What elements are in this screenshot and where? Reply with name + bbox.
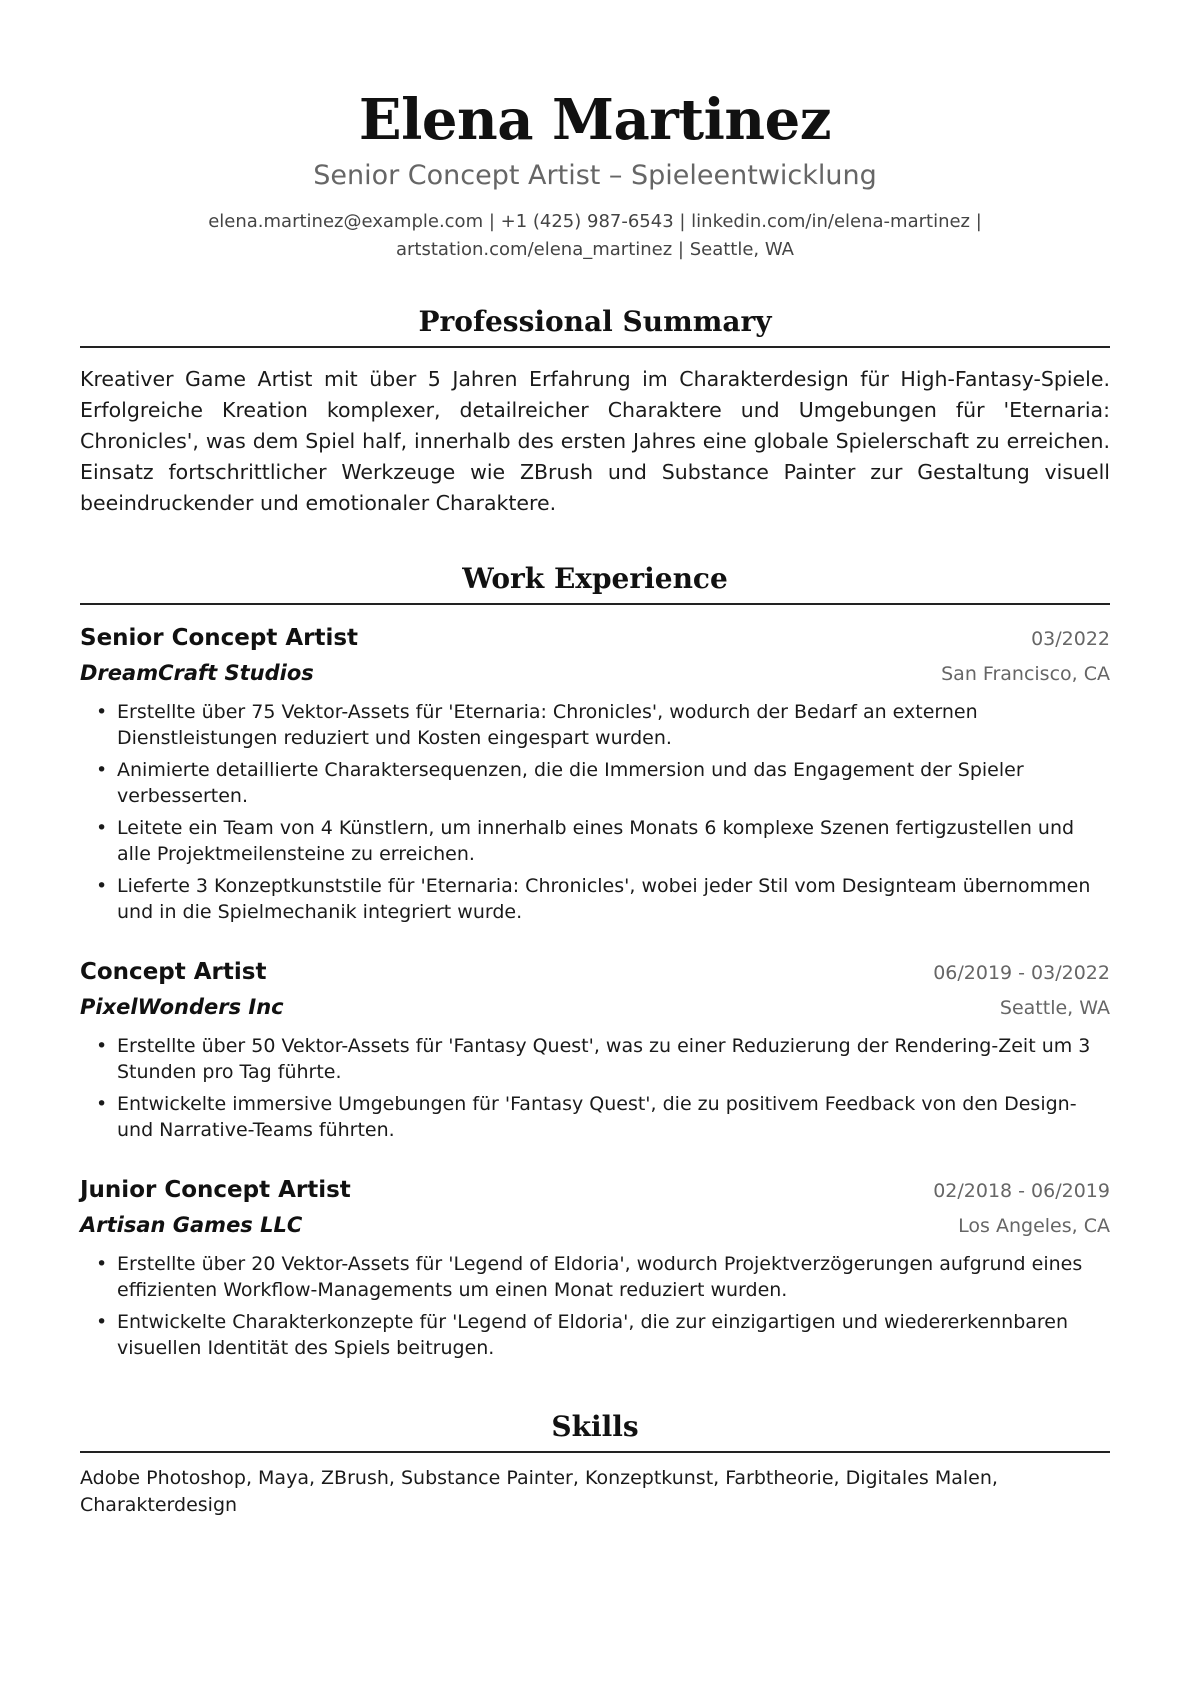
job-bullets xyxy=(80,699,1110,925)
job-entry xyxy=(80,621,1110,925)
job-bullets xyxy=(80,1251,1110,1361)
skills-list: Adobe Photoshop, Maya, ZBrush, Substance Painter, Konzeptkunst, Farbtheorie, Digitales Malen, Charakterdesign xyxy=(80,1467,998,1516)
list-item xyxy=(80,757,1110,809)
contact-line-2: artstation.com/elena_martinez | Seattle, WA xyxy=(395,239,794,260)
bullet-icon: • xyxy=(96,759,108,781)
job-company: DreamCraft Studios xyxy=(80,661,314,685)
bullet-icon: • xyxy=(96,1253,108,1275)
bullet-icon: • xyxy=(96,1093,108,1115)
bullet-text: Erstellte über 75 Vektor-Assets für 'Eternaria: Chronicles', wodurch der Bedarf an externen Dienstleistungen reduziert und Kosten eingespart wurden. xyxy=(117,701,978,749)
summary-heading: Professional Summary xyxy=(80,302,1110,348)
bullet-text: Animierte detaillierte Charaktersequenzen, die die Immersion und das Engagement der Spieler verbesserten. xyxy=(117,759,1024,807)
candidate-title: Senior Concept Artist – Spieleentwicklung xyxy=(313,160,877,191)
list-item xyxy=(80,873,1110,925)
job-date: 03/2022 xyxy=(1031,628,1110,650)
job-company: Artisan Games LLC xyxy=(80,1213,303,1237)
skills-heading: Skills xyxy=(80,1407,1110,1453)
list-item xyxy=(80,1033,1110,1085)
bullet-text: Erstellte über 50 Vektor-Assets für 'Fantasy Quest', was zu einer Reduzierung der Rendering-Zeit um 3 Stunden pro Tag führte. xyxy=(117,1035,1091,1083)
list-item xyxy=(80,1251,1110,1303)
bullet-text: Erstellte über 20 Vektor-Assets für 'Legend of Eldoria', wodurch Projektverzögerungen aufgrund eines effizienten Workflow-Managements um einen Monat reduziert wurden. xyxy=(117,1253,1083,1301)
job-title: Senior Concept Artist xyxy=(80,625,359,651)
job-title-row xyxy=(80,1173,1110,1208)
job-location: San Francisco, CA xyxy=(941,663,1110,685)
job-title-row xyxy=(80,621,1110,656)
list-item xyxy=(80,699,1110,751)
list-item xyxy=(80,815,1110,867)
bullet-text: Entwickelte Charakterkonzepte für 'Legend of Eldoria', die zur einzigartigen und wiedererkennbaren visuellen Identität des Spiels beitrugen. xyxy=(117,1311,1069,1359)
bullet-icon: • xyxy=(96,1035,108,1057)
bullet-icon: • xyxy=(96,817,108,839)
resume-header xyxy=(80,0,1110,264)
job-title-row xyxy=(80,955,1110,990)
bullet-text: Leitete ein Team von 4 Künstlern, um innerhalb eines Monats 6 komplexe Szenen fertigzustellen und alle Projektmeilensteine zu erreichen. xyxy=(117,817,1075,865)
job-company: PixelWonders Inc xyxy=(80,995,284,1019)
job-entry xyxy=(80,1173,1110,1361)
job-title: Concept Artist xyxy=(80,959,267,985)
job-company-row xyxy=(80,1208,1110,1243)
summary-section xyxy=(80,302,1110,519)
job-date: 02/2018 - 06/2019 xyxy=(933,1180,1110,1202)
candidate-name: Elena Martinez xyxy=(358,87,832,153)
bullet-icon: • xyxy=(96,1311,108,1333)
contact-info xyxy=(80,208,1110,264)
skills-section xyxy=(80,1407,1110,1519)
list-item xyxy=(80,1091,1110,1143)
experience-heading: Work Experience xyxy=(80,559,1110,605)
job-location: Los Angeles, CA xyxy=(958,1215,1110,1237)
contact-line-1: elena.martinez@example.com | +1 (425) 987-6543 | linkedin.com/in/elena-martinez | xyxy=(208,211,982,232)
summary-text: Kreativer Game Artist mit über 5 Jahren Erfahrung im Charakterdesign für High-Fantasy-Spiele. Erfolgreiche Kreation komplexer, detailreicher Charaktere und Umgebungen für 'Eternaria: Chronicles', was dem Spiel half, innerhalb des ersten Jahres eine globale Spielerschaft zu erreichen. Einsatz fortschrittlicher Werkzeuge wie ZBrush und Substance Painter zur Gestaltung visuell beeindruckender und emotionaler Charaktere. xyxy=(80,367,1110,515)
job-title: Junior Concept Artist xyxy=(80,1177,351,1203)
bullet-text: Entwickelte immersive Umgebungen für 'Fantasy Quest', die zu positivem Feedback von den Design- und Narrative-Teams führten. xyxy=(117,1093,1077,1141)
bullet-icon: • xyxy=(96,701,108,723)
experience-section xyxy=(80,559,1110,1361)
bullet-text: Lieferte 3 Konzeptkunststile für 'Eternaria: Chronicles', wobei jeder Stil vom Designteam übernommen und in die Spielmechanik integriert wurde. xyxy=(117,875,1091,923)
job-location: Seattle, WA xyxy=(999,997,1110,1019)
job-company-row xyxy=(80,656,1110,691)
job-company-row xyxy=(80,990,1110,1025)
list-item xyxy=(80,1309,1110,1361)
job-date: 06/2019 - 03/2022 xyxy=(933,962,1110,984)
bullet-icon: • xyxy=(96,875,108,897)
job-bullets xyxy=(80,1033,1110,1143)
job-entry xyxy=(80,955,1110,1143)
